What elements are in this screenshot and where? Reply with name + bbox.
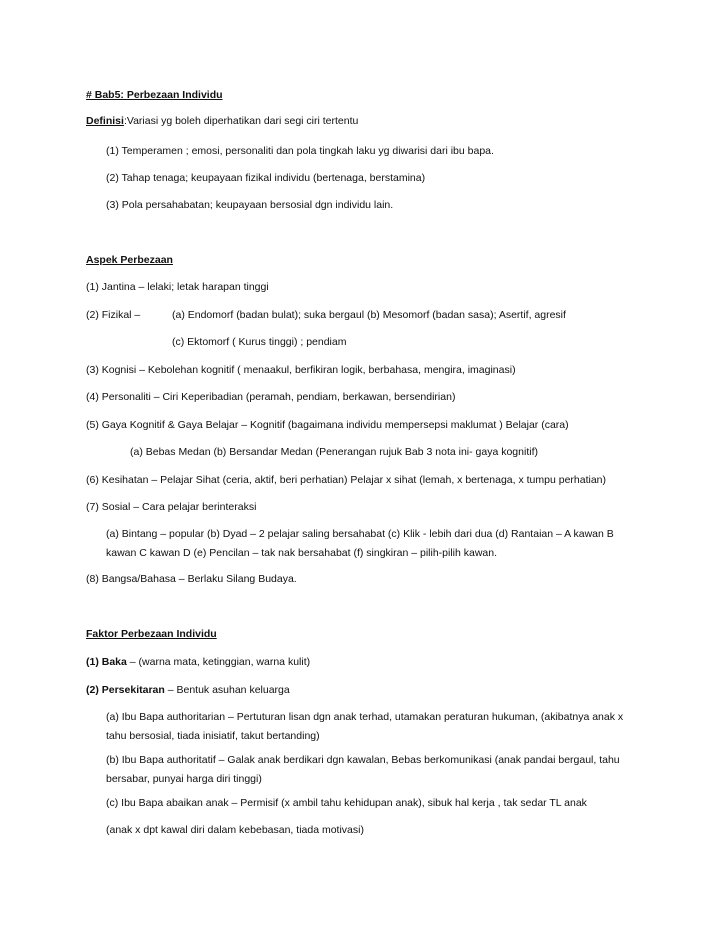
- definisi-label: Definisi: [86, 115, 124, 127]
- aspek-personaliti: (4) Personaliti – Ciri Keperibadian (peramah, pendiam, berkawan, bersendirian): [86, 391, 456, 403]
- aspek-heading: Aspek Perbezaan: [86, 254, 173, 266]
- aspek-sosial: (7) Sosial – Cara pelajar berinteraksi: [86, 501, 257, 513]
- definisi-line: [86, 114, 358, 128]
- definisi-text: :Variasi yg boleh diperhatikan dari segi ciri tertentu: [123, 115, 359, 127]
- definisi-item: (3) Pola persahabatan; keupayaan bersosial dgn individu lain.: [106, 199, 394, 211]
- faktor-item: (a) Ibu Bapa authoritarian – Pertuturan lisan dgn anak terhad, utamakan peraturan hukuman, (akibatnya anak x tahu bersosial, tiada inisiatif, takut bertanding): [106, 711, 624, 742]
- faktor-baka: [86, 655, 310, 669]
- aspek-gaya: (5) Gaya Kognitif & Gaya Belajar – Kognitif (bagaimana individu mempersepsi maklumat ) Belajar (cara): [86, 419, 569, 431]
- page-title: # Bab5: Perbezaan Individu: [86, 89, 223, 101]
- faktor-persekitaran-label: (2) Persekitaran: [86, 684, 165, 696]
- aspek-kognisi: (3) Kognisi – Kebolehan kognitif ( menaakul, berfikiran logik, berbahasa, mengira, imaginasi): [86, 364, 516, 376]
- aspek-bangsa: (8) Bangsa/Bahasa – Berlaku Silang Budaya.: [86, 573, 297, 585]
- aspek-fizikal-a: (a) Endomorf (badan bulat); suka bergaul (b) Mesomorf (badan sasa); Asertif, agresif: [172, 309, 566, 321]
- faktor-item: (b) Ibu Bapa authoritatif – Galak anak berdikari dgn kawalan, Bebas berkomunikasi (anak pandai bergaul, tahu bersabar, punyai harga diri tinggi): [106, 754, 620, 785]
- faktor-item: (c) Ibu Bapa abaikan anak – Permisif (x ambil tahu kehidupan anak), sibuk hal kerja , tak sedar TL anak: [106, 797, 587, 809]
- aspek-fizikal-label: (2) Fizikal –: [86, 309, 141, 321]
- aspek-gaya-sub: (a) Bebas Medan (b) Bersandar Medan (Penerangan rujuk Bab 3 nota ini- gaya kognitif): [130, 446, 538, 458]
- definisi-item: (1) Temperamen ; emosi, personaliti dan pola tingkah laku yg diwarisi dari ibu bapa.: [106, 145, 494, 157]
- faktor-persekitaran: [86, 683, 290, 697]
- aspek-kesihatan: (6) Kesihatan – Pelajar Sihat (ceria, aktif, beri perhatian) Pelajar x sihat (lemah, x bertenaga, x tumpu perhatian): [86, 474, 607, 486]
- faktor-heading: Faktor Perbezaan Individu: [86, 628, 217, 640]
- faktor-baka-text: – (warna mata, ketinggian, warna kulit): [126, 656, 311, 668]
- faktor-persekitaran-text: – Bentuk asuhan keluarga: [164, 684, 290, 696]
- faktor-item: (anak x dpt kawal diri dalam kebebasan, tiada motivasi): [106, 824, 364, 836]
- faktor-baka-label: (1) Baka: [86, 656, 127, 668]
- aspek-fizikal-c: (c) Ektomorf ( Kurus tinggi) ; pendiam: [172, 336, 347, 348]
- aspek-sosial-sub: (a) Bintang – popular (b) Dyad – 2 pelajar saling bersahabat (c) Klik - lebih dari dua (d) Rantaian – A kawan B kawan C kawan D (e) Pencilan – tak nak bersahabat (f) singkiran – pilih-pilih kawan.: [106, 528, 614, 559]
- aspek-jantina: (1) Jantina – lelaki; letak harapan tinggi: [86, 281, 269, 293]
- definisi-item: (2) Tahap tenaga; keupayaan fizikal individu (bertenaga, berstamina): [106, 172, 426, 184]
